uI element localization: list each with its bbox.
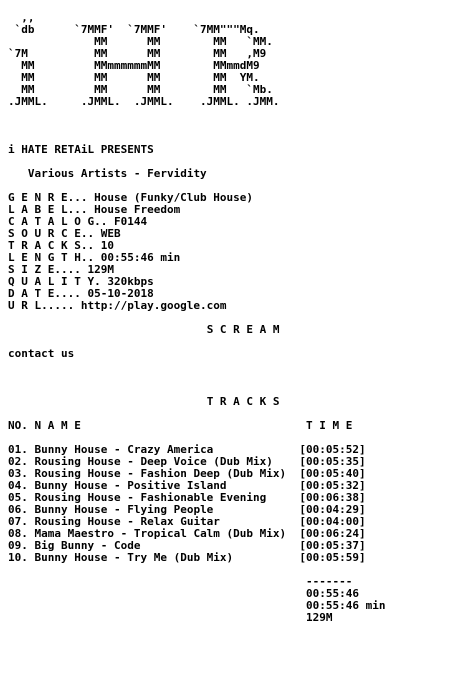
art-line: MM MM MM MM `Mb. (8, 83, 273, 96)
info-line-source: S O U R C E.. WEB (8, 227, 121, 240)
presents-line: i HATE RETAiL PRESENTS (8, 143, 154, 156)
track-number: 09. (8, 539, 28, 552)
art-line: `db `7MMF' `7MMF' `7MM"""Mq. (8, 23, 260, 36)
info-line-genre: G E N R E... House (Funky/Club House) (8, 191, 254, 204)
track-number: 03. (8, 467, 28, 480)
track-number: 07. (8, 515, 28, 528)
totals-divider: ------- (306, 575, 353, 588)
total-size-row (8, 611, 333, 624)
track-name: Rousing House - Relax Guitar (34, 515, 220, 528)
track-time: [00:06:24] (299, 527, 366, 540)
track-time: [00:05:40] (299, 467, 366, 480)
info-line-length: L E N G T H.. 00:55:46 min (8, 251, 181, 264)
column-header-time: T I M E (306, 419, 353, 432)
nfo-text (8, 0, 386, 624)
scream-heading: S C R E A M (206, 323, 280, 336)
art-line: MM MM MM MM YM. (8, 71, 260, 84)
track-time: [00:04:00] (299, 515, 366, 528)
info-line-quality: Q U A L I T Y. 320kbps (8, 275, 154, 288)
art-line: ,, (8, 11, 35, 24)
track-time: [00:05:52] (299, 443, 366, 456)
track-name: Bunny House - Positive Island (34, 479, 227, 492)
track-number: 10. (8, 551, 28, 564)
track-time: [00:05:35] (299, 455, 366, 468)
track-name: Bunny House - Flying People (34, 503, 214, 516)
track-name: Big Bunny - Code (34, 539, 141, 552)
track-name: Bunny House - Try Me (Dub Mix) (34, 551, 234, 564)
track-time: [00:04:29] (299, 503, 366, 516)
track-name: Rousing House - Fashionable Evening (34, 491, 267, 504)
track-name: Bunny House - Crazy America (34, 443, 214, 456)
track-number: 01. (8, 443, 28, 456)
info-line-date: D A T E.... 05-10-2018 (8, 287, 154, 300)
info-line-url: U R L..... http://play.google.com (8, 299, 227, 312)
tracklist (8, 443, 366, 564)
art-line: MM MM MM `MM. (8, 35, 273, 48)
column-header-name: N A M E (34, 419, 81, 432)
art-line: `7M MM MM MM ,M9 (8, 47, 267, 60)
art-line: MM MMmmmmmmMM MMmmdM9 (8, 59, 260, 72)
track-time: [00:05:59] (299, 551, 366, 564)
info-line-label: L A B E L... House Freedom (8, 203, 181, 216)
track-number: 02. (8, 455, 28, 468)
art-line: .JMML. .JMML. .JMML. .JMML. .JMM. (8, 95, 280, 108)
track-number: 06. (8, 503, 28, 516)
track-row (8, 551, 366, 564)
tracks-heading: T R A C K S (206, 395, 280, 408)
track-name: Mama Maestro - Tropical Calm (Dub Mix) (34, 527, 287, 540)
tracks-heading-row (8, 395, 280, 408)
track-number: 04. (8, 479, 28, 492)
total-length: 00:55:46 min (306, 599, 386, 612)
tracks-header-row (8, 419, 352, 432)
track-time: [00:06:38] (299, 491, 366, 504)
total-size: 129M (306, 611, 333, 624)
info-line-catalog: C A T A L O G.. F0144 (8, 215, 148, 228)
track-number: 05. (8, 491, 28, 504)
total-time: 00:55:46 (306, 587, 359, 600)
column-header-no: NO. (8, 419, 28, 432)
track-time: [00:05:32] (299, 479, 366, 492)
release-title: Various Artists - Fervidity (27, 167, 207, 180)
track-time: [00:05:37] (299, 539, 366, 552)
track-number: 08. (8, 527, 28, 540)
contact-link[interactable]: contact us (8, 347, 75, 360)
track-name: Rousing House - Deep Voice (Dub Mix) (34, 455, 273, 468)
track-name: Rousing House - Fashion Deep (Dub Mix) (34, 467, 287, 480)
info-line-tracks: T R A C K S.. 10 (8, 239, 114, 252)
scream-heading-row (8, 323, 280, 336)
info-line-size: S I Z E.... 129M (8, 263, 114, 276)
ascii-art-logo (8, 11, 280, 108)
